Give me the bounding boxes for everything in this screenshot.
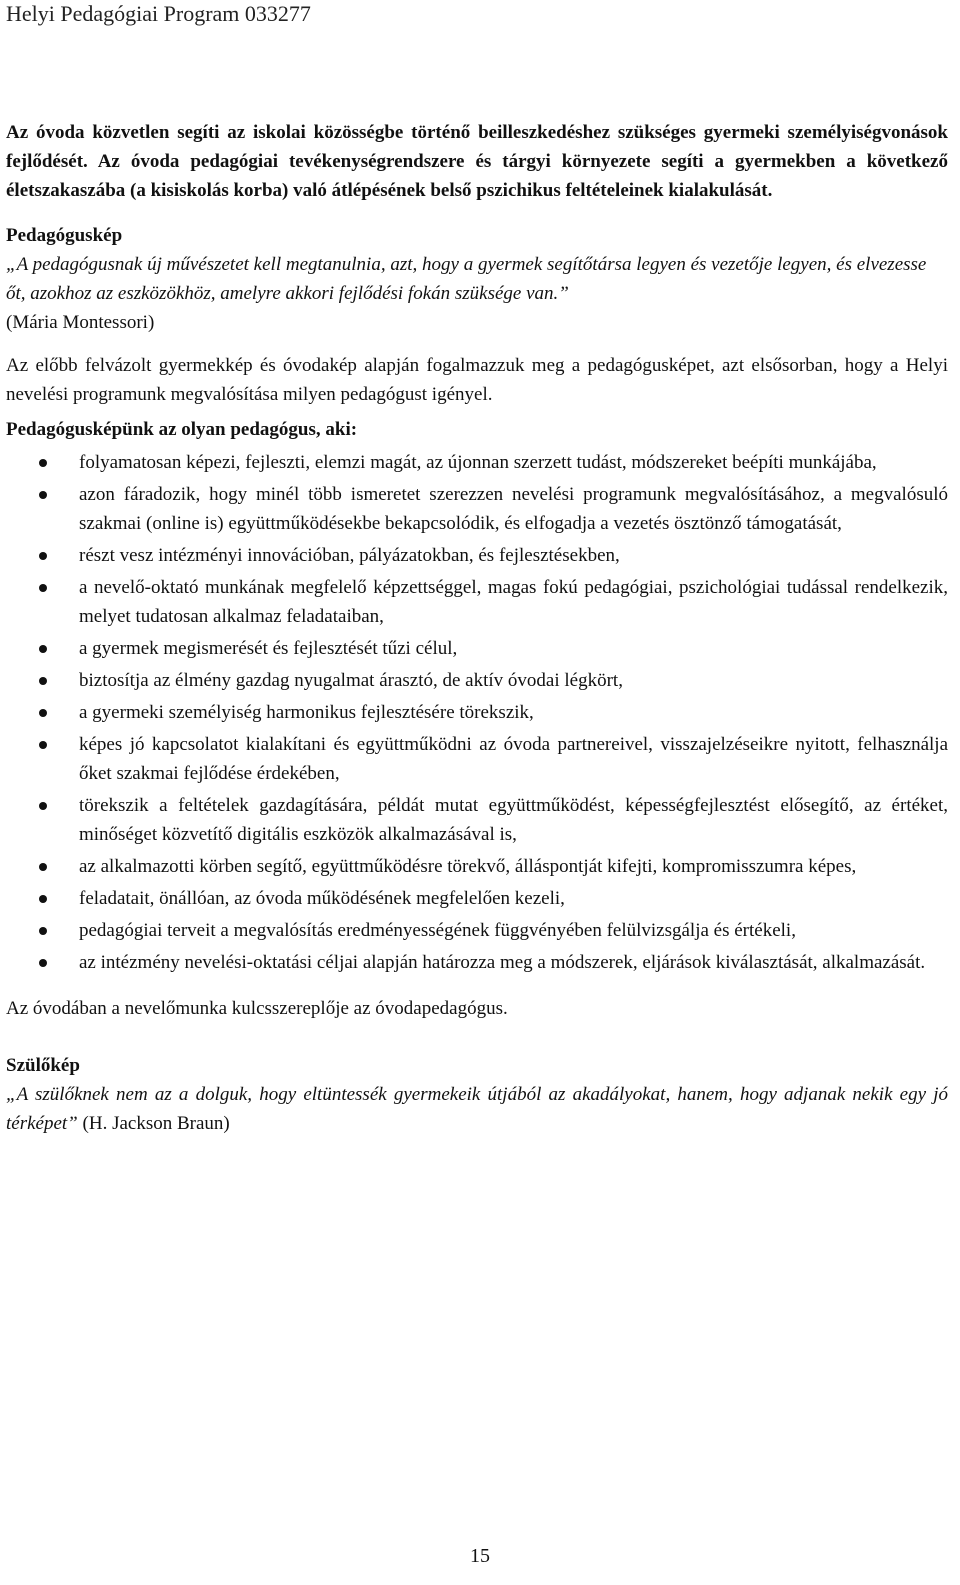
pedagogus-traits-list: [6, 448, 948, 977]
list-item-text: törekszik a feltételek gazdagítására, példát mutat együttműködést, képességfejlesztést elősegítő, az értéket, minőséget közvetítő digitális eszközök alkalmazásával is,: [79, 795, 948, 845]
list-item-text: az intézmény nevelési-oktatási céljai alapján határozza meg a módszerek, eljárások kiválasztását, alkalmazását.: [79, 952, 926, 973]
bullet-icon: [39, 895, 47, 903]
szulokep-heading: Szülőkép: [6, 1055, 80, 1076]
montessori-quote: „A pedagógusnak új művészetet kell megtanulnia, azt, hogy a gyermek segítőtársa legyen és vezetője legyen, és elvezesse őt, azokhoz az eszközökhöz, amelyre akkori fejlődési fokán szüksége van.”: [6, 254, 927, 304]
list-item: [6, 573, 948, 631]
closing-sentence: Az óvodában a nevelőmunka kulcsszereplője az óvodapedagógus.: [6, 998, 508, 1019]
list-item: [6, 791, 948, 849]
list-item-text: részt vesz intézményi innovációban, pályázatokban, és fejlesztésekben,: [79, 545, 620, 566]
pedagoguskep-paragraph: Az előbb felvázolt gyermekkép és óvodakép alapján fogalmazzuk meg a pedagógusképet, azt elsősorban, hogy a Helyi nevelési programunk megvalósítása milyen pedagógust igényel.: [6, 355, 948, 405]
list-item: [6, 541, 948, 570]
list-item: [6, 948, 948, 977]
list-item-text: a gyermek megismerését és fejlesztését tűzi célul,: [79, 638, 458, 659]
list-heading: Pedagógusképünk az olyan pedagógus, aki:: [6, 419, 358, 440]
bullet-icon: [39, 863, 47, 871]
list-item-text: a gyermeki személyiség harmonikus fejlesztésére törekszik,: [79, 702, 534, 723]
page-number: 15: [470, 1545, 490, 1567]
bullet-icon: [39, 459, 47, 467]
page-content: [6, 118, 948, 1138]
list-item: [6, 852, 948, 881]
list-item: [6, 634, 948, 663]
pedagoguskep-heading: Pedagóguskép: [6, 225, 123, 246]
braun-quote: „A szülőknek nem az a dolguk, hogy eltüntessék gyermekeik útjából az akadályokat, hanem, hogy adjanak nekik egy jó térképet”: [6, 1084, 948, 1134]
page-header: Helyi Pedagógiai Program 033277: [6, 1, 311, 26]
list-item: [6, 666, 948, 695]
list-item: [6, 884, 948, 913]
list-item: [6, 480, 948, 538]
bullet-icon: [39, 709, 47, 717]
list-item: [6, 698, 948, 727]
braun-quote-author: (H. Jackson Braun): [82, 1113, 230, 1134]
bullet-icon: [39, 927, 47, 935]
intro-paragraph: Az óvoda közvetlen segíti az iskolai közösségbe történő beilleszkedéshez szükséges gyermeki személyiségvonások fejlődését. Az óvoda pedagógiai tevékenységrendszere és tárgyi környezete segíti a gyermekben a következő életszakaszába (a kisiskolás korba) való átlépésének belső pszichikus feltételeinek kialakulását.: [6, 122, 948, 201]
bullet-icon: [39, 741, 47, 749]
spacer: [6, 1023, 948, 1051]
list-item-text: azon fáradozik, hogy minél több ismeretet szerezzen nevelési programunk megvalósításához, a megvalósuló szakmai (online is) együttműködésekbe bekapcsolódik, és elfogadja a vezetés ösztönző támogatását,: [79, 484, 948, 534]
list-item: [6, 916, 948, 945]
spacer: [6, 337, 948, 351]
bullet-icon: [39, 491, 47, 499]
bullet-icon: [39, 677, 47, 685]
bullet-icon: [39, 584, 47, 592]
list-item: [6, 730, 948, 788]
bullet-icon: [39, 552, 47, 560]
bullet-icon: [39, 645, 47, 653]
list-item-text: képes jó kapcsolatot kialakítani és együttműködni az óvoda partnereivel, visszajelzéseikre nyitott, felhasználja őket szakmai fejlődése érdekében,: [79, 734, 948, 784]
list-item-text: az alkalmazotti körben segítő, együttműködésre törekvő, álláspontját kifejti, kompromisszumra képes,: [79, 856, 857, 877]
list-item-text: pedagógiai terveit a megvalósítás eredményességének függvényében felülvizsgálja és értékeli,: [79, 920, 796, 941]
bullet-icon: [39, 959, 47, 967]
list-item-text: a nevelő-oktató munkának megfelelő képzettséggel, magas fokú pedagógiai, pszichológiai tudással rendelkezik, melyet tudatosan alkalmaz feladataiban,: [79, 577, 948, 627]
list-item: [6, 448, 948, 477]
list-item-text: folyamatosan képezi, fejleszti, elemzi magát, az újonnan szerzett tudást, módszereket beépíti munkájába,: [79, 452, 877, 473]
list-item-text: feladatait, önállóan, az óvoda működésének megfelelően kezeli,: [79, 888, 565, 909]
bullet-icon: [39, 802, 47, 810]
list-item-text: biztosítja az élmény gazdag nyugalmat árasztó, de aktív óvodai légkört,: [79, 670, 623, 691]
braun-quote-paragraph: [6, 1080, 948, 1138]
quote-author: (Mária Montessori): [6, 312, 155, 333]
spacer: [6, 980, 948, 994]
